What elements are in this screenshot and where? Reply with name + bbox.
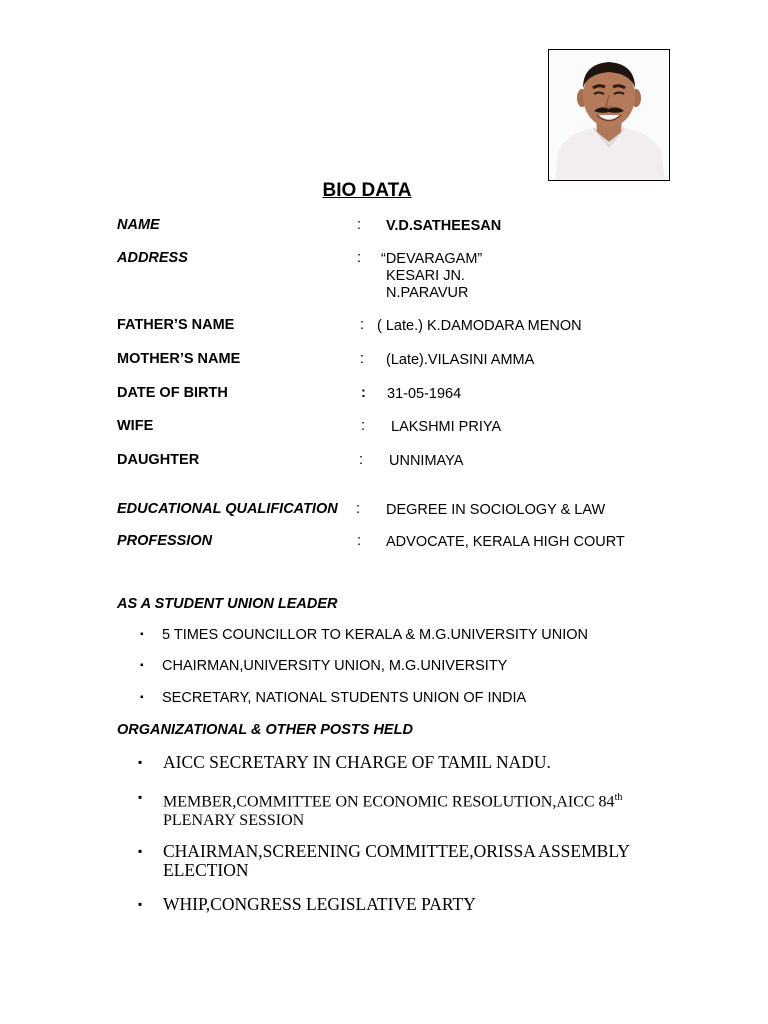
profession-colon: : [357, 533, 362, 549]
student-union-heading: AS A STUDENT UNION LEADER [117, 596, 338, 612]
education-label: EDUCATIONAL QUALIFICATION [117, 501, 338, 517]
daughter-colon: : [359, 452, 364, 468]
profession-label: PROFESSION [117, 533, 213, 549]
student-union-item-text: SECRETARY, NATIONAL STUDENTS UNION OF INDIA [162, 690, 527, 706]
education-value: DEGREE IN SOCIOLOGY & LAW [386, 502, 606, 518]
bullet-icon: ▪ [140, 692, 144, 703]
posts-heading: ORGANIZATIONAL & OTHER POSTS HELD [117, 722, 413, 738]
posts-item-2-sup: th [614, 792, 623, 803]
bullet-icon: ▪ [138, 844, 143, 858]
student-union-item-text: 5 TIMES COUNCILLOR TO KERALA & M.G.UNIVERSITY UNION [162, 627, 588, 643]
posts-item [138, 753, 678, 772]
address-colon: : [357, 250, 362, 266]
father-colon: : [360, 317, 365, 333]
posts-item-2-tail: PLENARY SESSION [163, 812, 305, 830]
father-label: FATHER’S NAME [117, 317, 235, 333]
student-union-item [140, 658, 507, 674]
education-colon: : [356, 501, 361, 517]
student-union-item [140, 627, 588, 643]
posts-item-text [163, 788, 678, 830]
profile-photo [548, 49, 670, 181]
name-label: NAME [117, 217, 160, 233]
father-value: ( Late.) K.DAMODARA MENON [377, 318, 582, 334]
name-colon: : [357, 217, 362, 233]
posts-item [138, 788, 678, 830]
bullet-icon: ▪ [138, 755, 143, 769]
posts-item-text: CHAIRMAN,SCREENING COMMITTEE,ORISSA ASSEMBLY ELECTION [163, 841, 630, 880]
bullet-icon: ▪ [140, 629, 144, 640]
wife-label: WIFE [117, 418, 154, 434]
posts-item [138, 842, 678, 880]
address-line-3: N.PARAVUR [386, 285, 469, 301]
dob-colon: : [361, 385, 366, 401]
mother-label: MOTHER’S NAME [117, 351, 241, 367]
student-union-item-text: CHAIRMAN,UNIVERSITY UNION, M.G.UNIVERSITY [162, 658, 508, 674]
bullet-icon: ▪ [140, 660, 144, 671]
page-title: BIO DATA [322, 180, 412, 201]
address-line-2: KESARI JN. [386, 268, 465, 284]
wife-colon: : [361, 418, 366, 434]
portrait-photo [549, 50, 669, 180]
bullet-icon: ▪ [138, 790, 143, 804]
posts-item-text: WHIP,CONGRESS LEGISLATIVE PARTY [163, 894, 476, 914]
daughter-label: DAUGHTER [117, 452, 200, 468]
bullet-icon: ▪ [138, 897, 143, 911]
dob-label: DATE OF BIRTH [117, 385, 228, 401]
wife-value: LAKSHMI PRIYA [391, 419, 502, 435]
posts-item-text: AICC SECRETARY IN CHARGE OF TAMIL NADU. [163, 752, 551, 772]
dob-value: 31-05-1964 [387, 386, 462, 402]
mother-value: (Late).VILASINI AMMA [386, 352, 535, 368]
student-union-item [140, 690, 526, 706]
daughter-value: UNNIMAYA [389, 453, 464, 469]
posts-item-2-main: MEMBER,COMMITTEE ON ECONOMIC RESOLUTION,AICC 84 [163, 793, 615, 811]
name-value: V.D.SATHEESAN [386, 218, 502, 234]
address-line-1: “DEVARAGAM” [381, 251, 483, 267]
profession-value: ADVOCATE, KERALA HIGH COURT [386, 534, 625, 550]
address-label: ADDRESS [117, 250, 188, 266]
posts-item [138, 895, 678, 914]
mother-colon: : [360, 351, 365, 367]
